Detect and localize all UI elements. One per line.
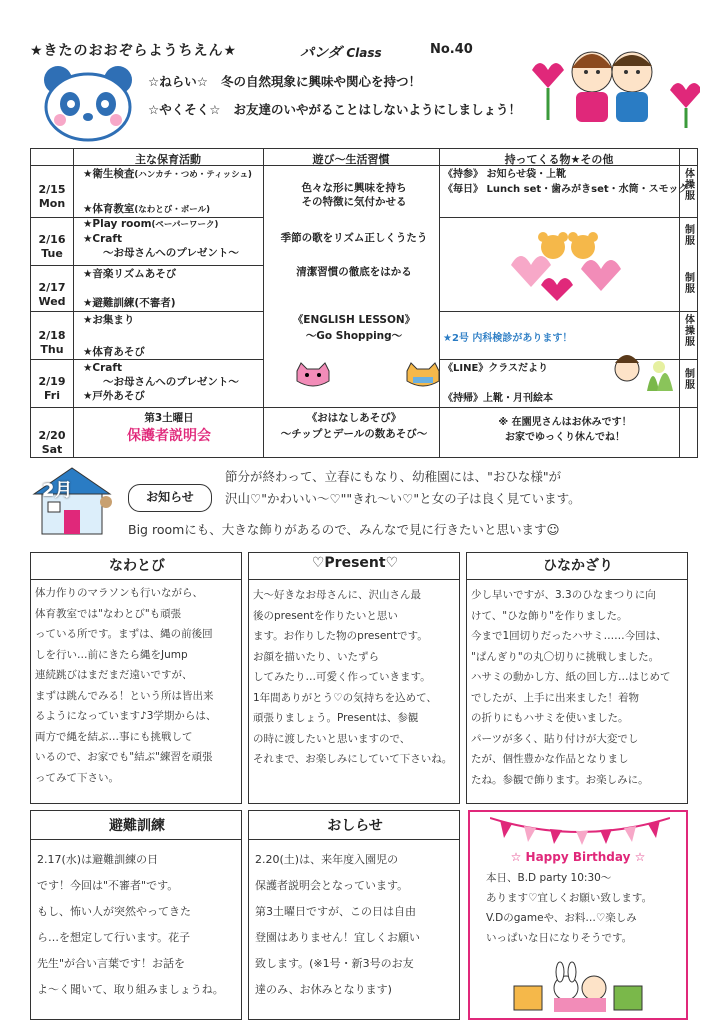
cat-icon (403, 361, 443, 393)
nawa-line: っている所です。まずは、縄の前後回 (35, 628, 213, 640)
nawa-line: まずは跳んでみる！という所は皆出来 (35, 689, 214, 702)
present-line: してみたり…可愛く作っていきます。 (253, 671, 431, 683)
present-line: の時に渡したいと思いますので、 (253, 732, 411, 745)
uniform-mon: 体操服 (685, 169, 695, 202)
story-play-subtitle: ～チップとデールの数あそび～ (280, 428, 428, 440)
uniform-tue: 制服 (685, 225, 695, 247)
goal-line: ☆ねらい☆ 冬の自然現象に興味や関心を持つ！ (148, 74, 421, 89)
weekly-schedule-table (30, 148, 698, 458)
nawa-line: るようになっています♪3学期からは、 (35, 710, 217, 722)
uniform-fri: 制服 (685, 369, 695, 391)
panda-icon (38, 62, 138, 146)
activity-sat: 第3土曜日 保護者説明会 (127, 412, 211, 444)
notice-label: お知らせ (128, 484, 212, 512)
day-mon: 2/15 Mon (38, 183, 66, 210)
bunting-icon (490, 814, 670, 854)
play-text: 季節の歌をリズム正しくうたう (280, 232, 428, 244)
birthday-section (468, 810, 688, 1020)
house-icon (22, 462, 122, 546)
nawatobi-body (35, 583, 241, 788)
nawatobi-section (30, 552, 242, 804)
hina-line: たね。参観で飾ります。お楽しみに。 (471, 773, 649, 786)
notice-text: 節分が終わって、立春にもなり、幼稚園には、"おひな様"が 沢山♡"かわいい～♡""きれ～い♡"と女の子は良く見ています。 (225, 469, 581, 506)
day-thu: 2/18 Thu (38, 329, 66, 356)
evacuation-title: 避難訓練 (109, 818, 165, 834)
hina-line: "ぱんぎり"の丸〇切りに挑戦しました。 (471, 650, 660, 663)
present-line: 後のpresentを作りたいと思い (253, 609, 398, 622)
play-text: その特徴に気付かせる (301, 196, 407, 208)
present-body (253, 585, 459, 770)
evacuation-section (30, 810, 242, 1020)
present-line: 頑張りましょう。Presentは、参観 (253, 712, 419, 724)
hinan-line: よ～く聞いて、取り組みましょうね。 (37, 983, 224, 996)
promise-line: ☆やくそく☆ お友達のいやがることはしないようにしましょう！ (148, 102, 521, 117)
day-tue: 2/16 Tue (38, 233, 66, 260)
oshirase-line: 2.20(土)は、来年度入園児の (255, 853, 399, 866)
newsletter-title: ★きたのおおぞらようちえん★ (30, 43, 238, 59)
hinan-line: 先生"が合い言葉です！お話を (37, 957, 186, 970)
nawa-line: 体力作りのマラソンも行いながら、 (35, 587, 203, 599)
evacuation-body (37, 847, 239, 1003)
hina-line: たが、個性豊かな作品となりまし (471, 753, 629, 765)
activity-tue: ★Play room(ペーパーワーク) ★Craft ～お母さんへのプレゼント～ (83, 218, 239, 259)
day-sat: 2/20 Sat (38, 429, 66, 456)
hinan-line: ら…を想定して行います。花子 (37, 931, 191, 944)
hina-line: 少し早いですが、3.3のひなまつりに向 (471, 589, 656, 601)
nawa-line: 両方で縄を結ぶ…事にも挑戦して (35, 730, 193, 743)
uniform-wed: 制服 (685, 273, 695, 295)
birthday-line: V.Dのgameや、お料…♡楽しみ (486, 912, 637, 924)
birthday-line: いっぱいな日になりそうです。 (486, 932, 633, 944)
english-lesson-subtitle: ～Go Shopping～ (305, 330, 403, 342)
class-name: パンダ Class (300, 45, 382, 61)
bring-items: 《持参》 お知らせ袋・上靴 《毎日》 Lunch set・歯みがきset・水筒・スモック (443, 169, 689, 195)
birthday-line: あります♡宜しくお願い致します。 (486, 892, 653, 904)
take-home-items: 《LINE》クラスだより 《持帰》上靴・月刊絵本 (443, 363, 553, 404)
oshirase-line: 達のみ、お休みとなります) (255, 983, 392, 996)
day-wed: 2/17 Wed (38, 281, 66, 308)
col-header-play: 遊び～生活習慣 (312, 153, 390, 166)
hinan-line: もし、怖い人が突然やってきた (37, 905, 191, 918)
present-line: それまで、お楽しみにしていて下さいね。 (253, 753, 453, 765)
hina-line: でしたが、上手に出来ました！着物 (471, 691, 639, 704)
col-header-bring: 持ってくる物★その他 (504, 153, 614, 166)
activity-wed: ★音楽リズムあそび ★避難訓練(不審者) (83, 268, 177, 309)
col-header-activities: 主な保育活動 (135, 153, 201, 166)
nawa-line: しを行い…前にきたら縄をJump (35, 648, 188, 661)
oshirase-line: 登園はありません！宜しくお願い (255, 931, 420, 944)
announcement-section (248, 810, 460, 1020)
present-line: ます。お作りした物のpresentです。 (253, 630, 428, 642)
present-section (248, 552, 460, 804)
bears-hearts-icon (501, 225, 631, 309)
hina-body (471, 585, 687, 790)
oshirase-line: 致します。(※1号・新3号のお友 (255, 957, 414, 970)
nawa-line: 連続跳びはまだまだ遠いですが、 (35, 669, 193, 681)
oshirase-line: 保護者説明会となっています。 (255, 879, 409, 892)
hina-line: 今まで1回切りだったハサミ……今回は、 (471, 630, 667, 642)
hina-section (466, 552, 688, 804)
hinan-line: です！今回は"不審者"です。 (37, 879, 179, 892)
nawa-line: 体育教室では"なわとび"も頑張 (35, 607, 182, 620)
girl-flowers-icon (609, 345, 679, 399)
oshirase-line: 第3土曜日ですが、この日は自由 (255, 905, 416, 918)
birthday-line: 本日、B.D party 10:30～ (486, 872, 612, 884)
activity-thu: ★お集まり ★体育あそび (83, 314, 145, 358)
birthday-body (486, 868, 682, 948)
hina-line: けて、"ひな飾り"を作りました。 (471, 609, 628, 622)
announcement-body (255, 847, 457, 1003)
present-line: 大～好きなお母さんに、沢山さん最 (253, 589, 421, 601)
hina-line: ハサミの動かし方、紙の回し方…はじめて (471, 671, 671, 683)
issue-number: No.40 (430, 42, 473, 57)
birthday-title: ☆ Happy Birthday ☆ (510, 850, 646, 864)
medical-checkup-note: ★2号 内科検診があります！ (443, 333, 573, 344)
nawatobi-title: なわとび (109, 558, 165, 574)
announcement-title: おしらせ (327, 818, 383, 834)
present-line: お顔を描いたり、いたずら (253, 650, 379, 663)
play-text: 色々な形に興味を持ち (301, 182, 407, 194)
nawa-line: いるので、お家でも"結ぶ"練習を頑張 (35, 751, 213, 763)
present-line: 1年間ありがとう♡の気持ちを込めて、 (253, 691, 437, 704)
notice-text-2: Big roomにも、大きな飾りがあるので、みんなで見に行きたいと思います☺ (128, 522, 560, 537)
hina-line: パーツが多く、貼り付けが大変でし (471, 732, 639, 745)
month-label: 2月 (42, 480, 73, 501)
uniform-thu: 体操服 (685, 315, 695, 348)
story-play-title: 《おはなしあそび》 (306, 412, 402, 424)
hina-title: ひなかざり (543, 558, 613, 574)
gifts-icon (510, 958, 650, 1018)
children-illustration-icon (520, 40, 700, 134)
nawa-line: ってみて下さい。 (35, 771, 119, 784)
day-fri: 2/19 Fri (38, 375, 66, 402)
saturday-note: ※ 在園児さんはお休みです！ お家でゆっくり休んでね！ (498, 417, 632, 443)
play-text: 清潔習慣の徹底をはかる (296, 266, 412, 278)
hina-line: の折りにもハサミを使いました。 (471, 712, 629, 724)
hinan-line: 2.17(水)は避難訓練の日 (37, 853, 159, 866)
activity-fri: ★Craft ～お母さんへのプレゼント～ ★戸外あそび (83, 362, 239, 402)
cat-icon (293, 361, 333, 393)
present-title: ♡Present♡ (311, 555, 399, 571)
english-lesson-title: 《ENGLISH LESSON》 (292, 314, 416, 326)
activity-mon: ★衛生検査(ハンカチ・つめ・ティッシュ) ★体育教室(なわとび・ボール) (83, 168, 252, 215)
